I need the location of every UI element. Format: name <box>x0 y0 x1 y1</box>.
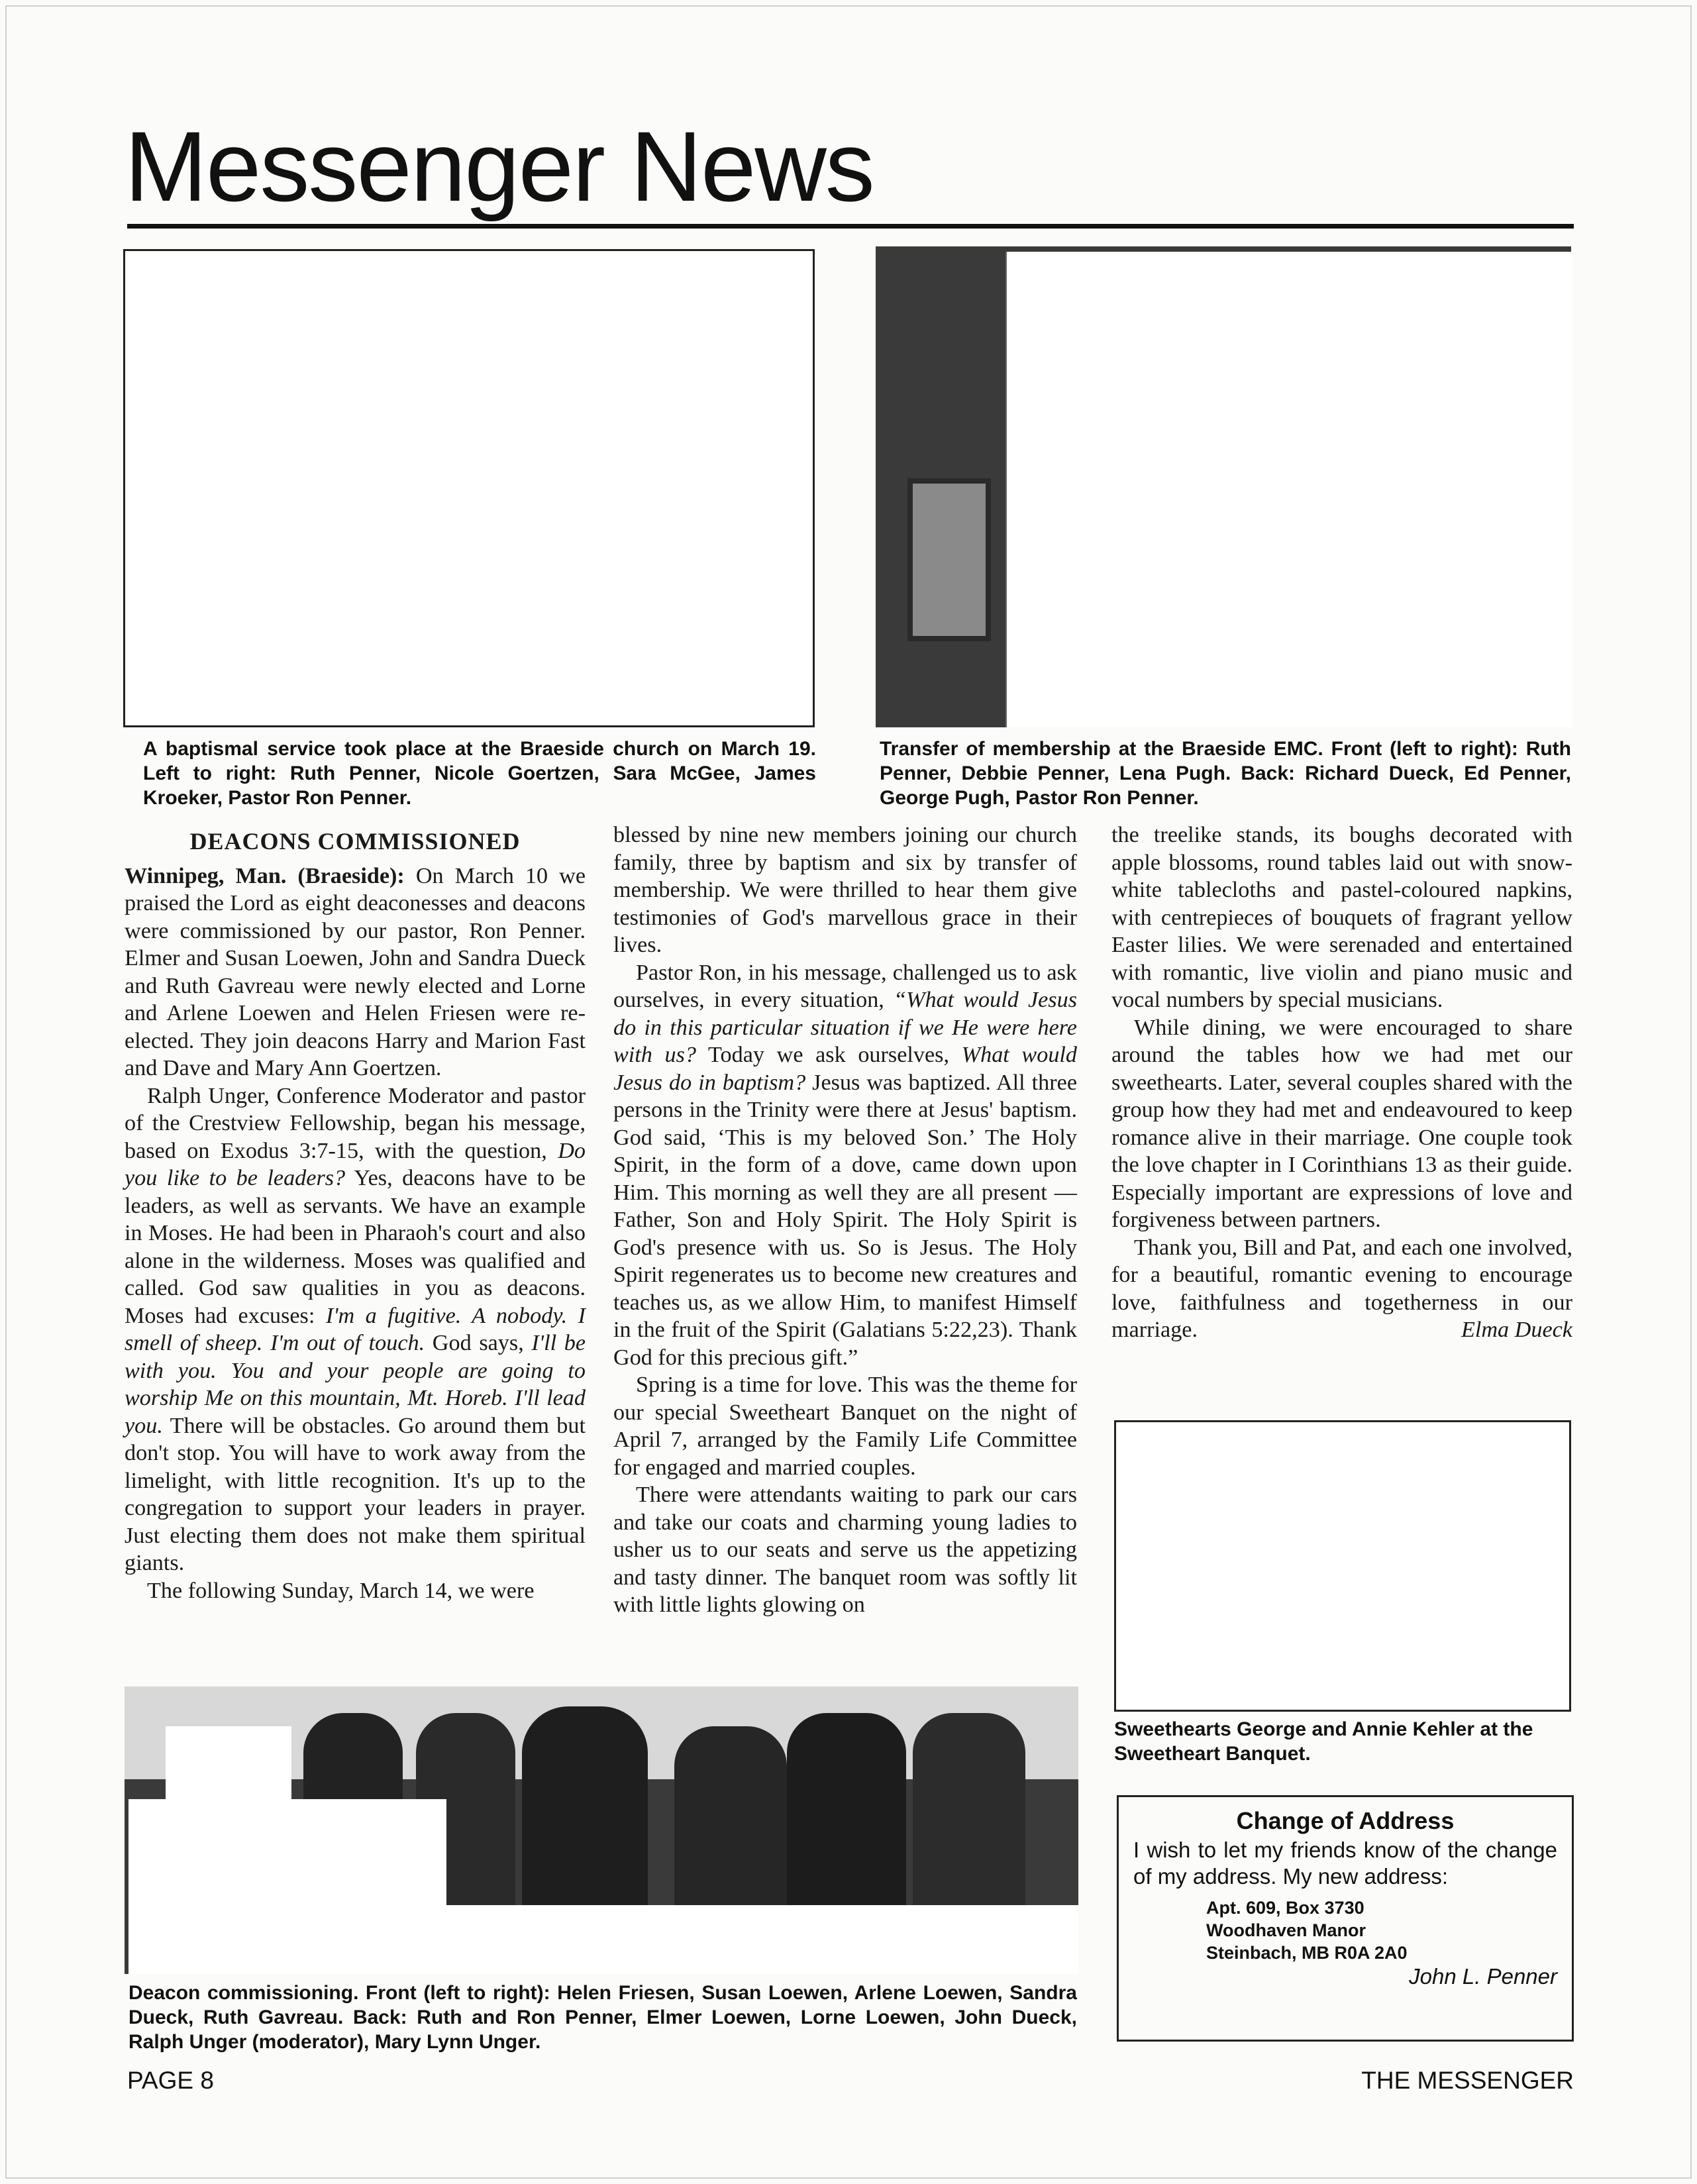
masthead: Messenger News <box>125 111 874 222</box>
address-line-2: Woodhaven Manor <box>1206 1920 1366 1940</box>
deacon-photo <box>125 1687 1078 1974</box>
article-paragraph-1: Winnipeg, Man. (Braeside): On March 10 we praised the Lord as eight deaconesses and deacons were commissioned by our pastor, Ron Penner. Elmer and Susan Loewen, John and Sandra Dueck and Ruth Gavreau were newly elected and Lorne and Arlene Loewen and Helen Friesen were re-elected. They join deacons Harry and Marion Fast and Dave and Mary Ann Goertzen. <box>125 863 586 1080</box>
column-1 <box>125 828 586 1604</box>
article-paragraph-6-start: There were attendants waiting to park our cars and take our coats and charming young ladies to usher us to our seats and serve us the appetizing and tasty dinner. The banquet room was softly lit with little lights glowing on <box>613 1482 1077 1617</box>
change-of-address-name: John L. Penner <box>1409 1964 1557 1989</box>
article-paragraph-8: Thank you, Bill and Pat, and each one involved, for a beautiful, romantic evening to encourage love, faithfulness and togetherness in our marriage. Elma Dueck <box>1111 1234 1572 1344</box>
change-of-address-text: I wish to let my friends know of the change of my address. My new address: <box>1133 1838 1557 1889</box>
article-paragraph-3: blessed by nine new members joining our church family, three by baptism and six by transfer of membership. We were thrilled to hear them give testimonies of God's marvellous grace in their lives. <box>613 823 1077 957</box>
article-paragraph-3-start: The following Sunday, March 14, we were <box>147 1578 535 1603</box>
article-paragraph-4: Pastor Ron, in his message, challenged us to ask ourselves, in every situation, “What would Jesus do in this particular situation if we He were here with us? Today we ask ourselves, What would Jesus do in baptism? Jesus was baptized. All three persons in the Trinity were there at Jesus' baptism. God said, ‘This is my beloved Son.’ The Holy Spirit, in the form of a dove, came down upon Him. This morning as well they are all present — Father, Son and Holy Spirit. The Holy Spirit is God's presence with us. So is Jesus. The Holy Spirit regenerates us to become new creatures and teaches us, as we allow Him, to manifest Himself in the fruit of the Spirit (Galatians 5:22,23). Thank God for this precious gift.” <box>613 960 1078 1370</box>
article-paragraph-7: While dining, we were encouraged to share around the tables how we had met our sweethearts. Later, several couples shared with the group how they had met and endeavoured to keep romance alive in their marriage. One couple took the love chapter in I Corinthians 13 as their guide. Especially important are expressions of love and forgiveness between partners. <box>1111 1015 1572 1232</box>
deacon-photo-blank-bottom <box>129 1905 1078 1974</box>
transfer-photo <box>876 246 1571 727</box>
article-paragraph-2: Ralph Unger, Conference Moderator and pastor of the Crestview Fellowship, began his message, based on Exodus 3:7-15, with the question, Do you like to be leaders? Yes, deacons have to be leaders, as well as servants. We have an example in Moses. He had been in Pharaoh's court and also alone in the wilderness. Moses was qualified and called. God saw qualities in you as deacons. Moses had excuses: I'm a fugitive. A nobody. I smell of sheep. I'm out of touch. God says, I'll be with you. You and your people are going to worship Me on this mountain, Mt. Horeb. I'll lead you. There will be obstacles. Go around them but don't stop. You will have to work away from the limelight, with little recognition. It's up to the congregation to support your leaders in prayer. Just electing them does not make them spiritual giants. <box>125 1083 586 1575</box>
article-paragraph-5: Spring is a time for love. This was the theme for our special Sweetheart Banquet on the night of April 7, arranged by the Family Life Committee for engaged and married couples. <box>613 1373 1077 1480</box>
transfer-caption: Transfer of membership at the Braeside EMC. Front (left to right): Ruth Penner, Debbie Penner, Lena Pugh. Back: Richard Dueck, Ed Penner, George Pugh, Pastor Ron Penner. <box>880 738 1571 809</box>
change-of-address-box <box>1117 1795 1574 2042</box>
change-of-address-lines <box>1206 1897 1557 1964</box>
article-dateline: Winnipeg, Man. (Braeside): <box>125 863 405 888</box>
column-2 <box>613 821 1077 1619</box>
deacon-caption: Deacon commissioning. Front (left to right): Helen Friesen, Susan Loewen, Arlene Loewen, Sandra Dueck, Ruth Gavreau. Back: Ruth and Ron Penner, Elmer Loewen, Lorne Loewen, John Dueck, Ralph Unger (moderator), Mary Lynn Unger. <box>129 1982 1077 2053</box>
address-line-1: Apt. 609, Box 3730 <box>1206 1898 1364 1918</box>
column-3 <box>1111 821 1572 1344</box>
address-line-3: Steinbach, MB R0A 2A0 <box>1206 1943 1408 1963</box>
baptism-photo <box>123 249 815 727</box>
article-paragraph-6: the treelike stands, its boughs decorated with apple blossoms, round tables laid out with snow-white tablecloths and pastel-coloured napkins, with centrepieces of bouquets of fragrant yellow Easter lilies. We were serenaded and entertained with romantic, live violin and piano music and vocal numbers by special musicians. <box>1111 823 1572 1012</box>
footer-page-number: PAGE 8 <box>127 2067 214 2094</box>
sweethearts-photo <box>1114 1420 1571 1712</box>
article-heading: DEACONS COMMISSIONED <box>189 828 521 855</box>
baptism-caption: A baptismal service took place at the Braeside church on March 19. Left to right: Ruth Penner, Nicole Goertzen, Sara McGee, James Kroeker, Pastor Ron Penner. <box>143 738 816 809</box>
masthead-rule <box>127 224 1574 229</box>
article-signature: Elma Dueck <box>1461 1318 1572 1342</box>
change-of-address-title: Change of Address <box>1236 1807 1455 1834</box>
sweethearts-caption: Sweethearts George and Annie Kehler at the Sweetheart Banquet. <box>1114 1718 1533 1765</box>
footer-publication: THE MESSENGER <box>1361 2067 1574 2094</box>
transfer-photo-blank-area <box>1005 252 1572 727</box>
transfer-photo-window <box>907 478 991 641</box>
